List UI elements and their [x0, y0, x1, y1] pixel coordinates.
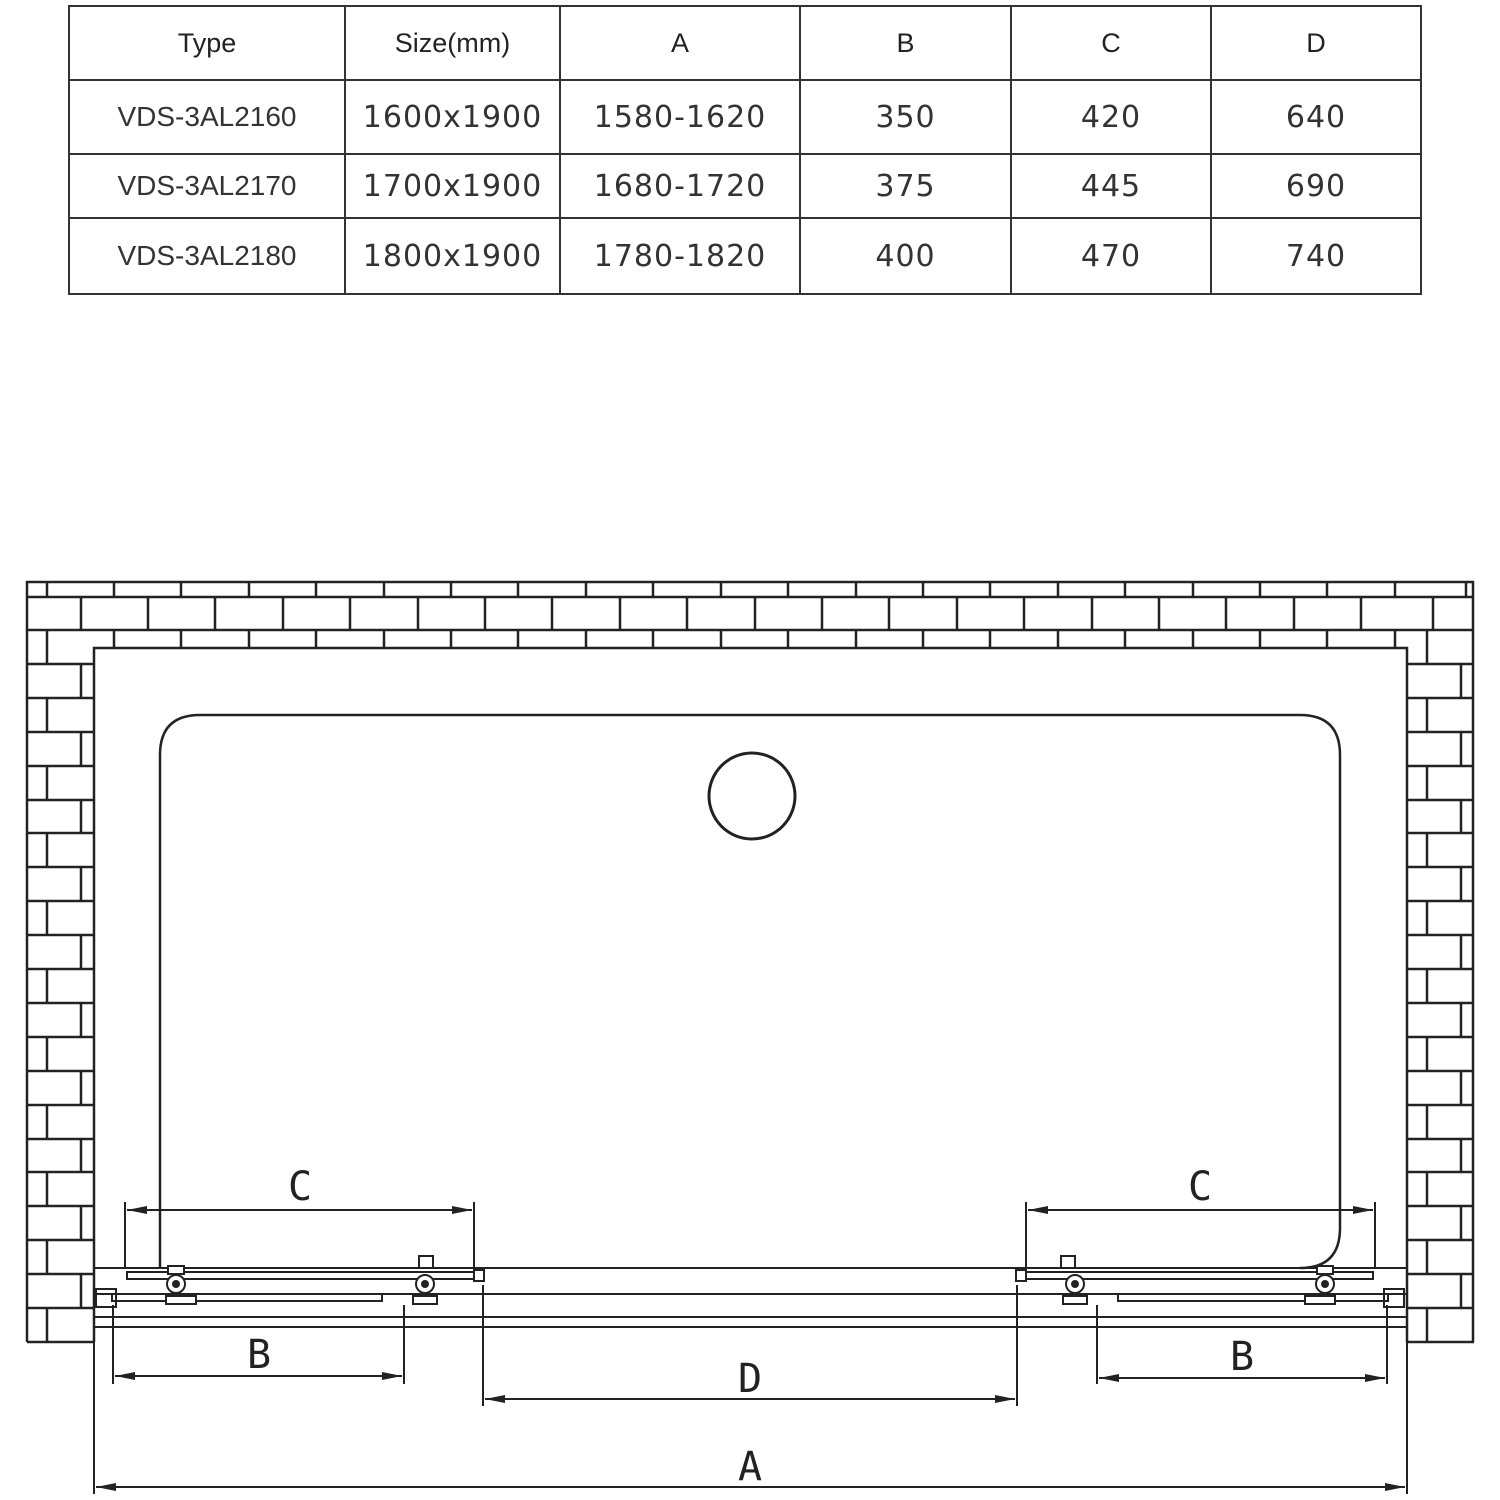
cell-d: 640 [1211, 80, 1421, 154]
header-c: C [1011, 6, 1211, 80]
cell-type: VDS-3AL2160 [69, 80, 345, 154]
header-type: Type [69, 6, 345, 80]
header-a: A [560, 6, 800, 80]
cell-a: 1580-1620 [560, 80, 800, 154]
cell-d: 740 [1211, 218, 1421, 294]
header-b: B [800, 6, 1011, 80]
cell-size: 1800x1900 [345, 218, 560, 294]
shower-tray [160, 715, 1340, 1268]
cell-size: 1700x1900 [345, 154, 560, 218]
cell-c: 470 [1011, 218, 1211, 294]
cell-a: 1780-1820 [560, 218, 800, 294]
cell-type: VDS-3AL2180 [69, 218, 345, 294]
cell-b: 350 [800, 80, 1011, 154]
brick-wall [27, 582, 1474, 1342]
cell-c: 420 [1011, 80, 1211, 154]
label-c-left: C [287, 1164, 313, 1210]
cell-b: 400 [800, 218, 1011, 294]
sliding-door-rails [94, 1268, 1407, 1327]
cell-size: 1600x1900 [345, 80, 560, 154]
drain-icon [709, 753, 795, 839]
dimension-c-right [1026, 1202, 1375, 1268]
label-a: A [737, 1444, 763, 1490]
cell-b: 375 [800, 154, 1011, 218]
cell-c: 445 [1011, 154, 1211, 218]
label-b-left: B [246, 1332, 272, 1378]
cell-a: 1680-1720 [560, 154, 800, 218]
label-b-right: B [1229, 1334, 1255, 1380]
cell-d: 690 [1211, 154, 1421, 218]
header-size: Size(mm) [345, 6, 560, 80]
cell-type: VDS-3AL2170 [69, 154, 345, 218]
label-c-right: C [1187, 1164, 1213, 1210]
label-d: D [737, 1356, 763, 1402]
header-d: D [1211, 6, 1421, 80]
